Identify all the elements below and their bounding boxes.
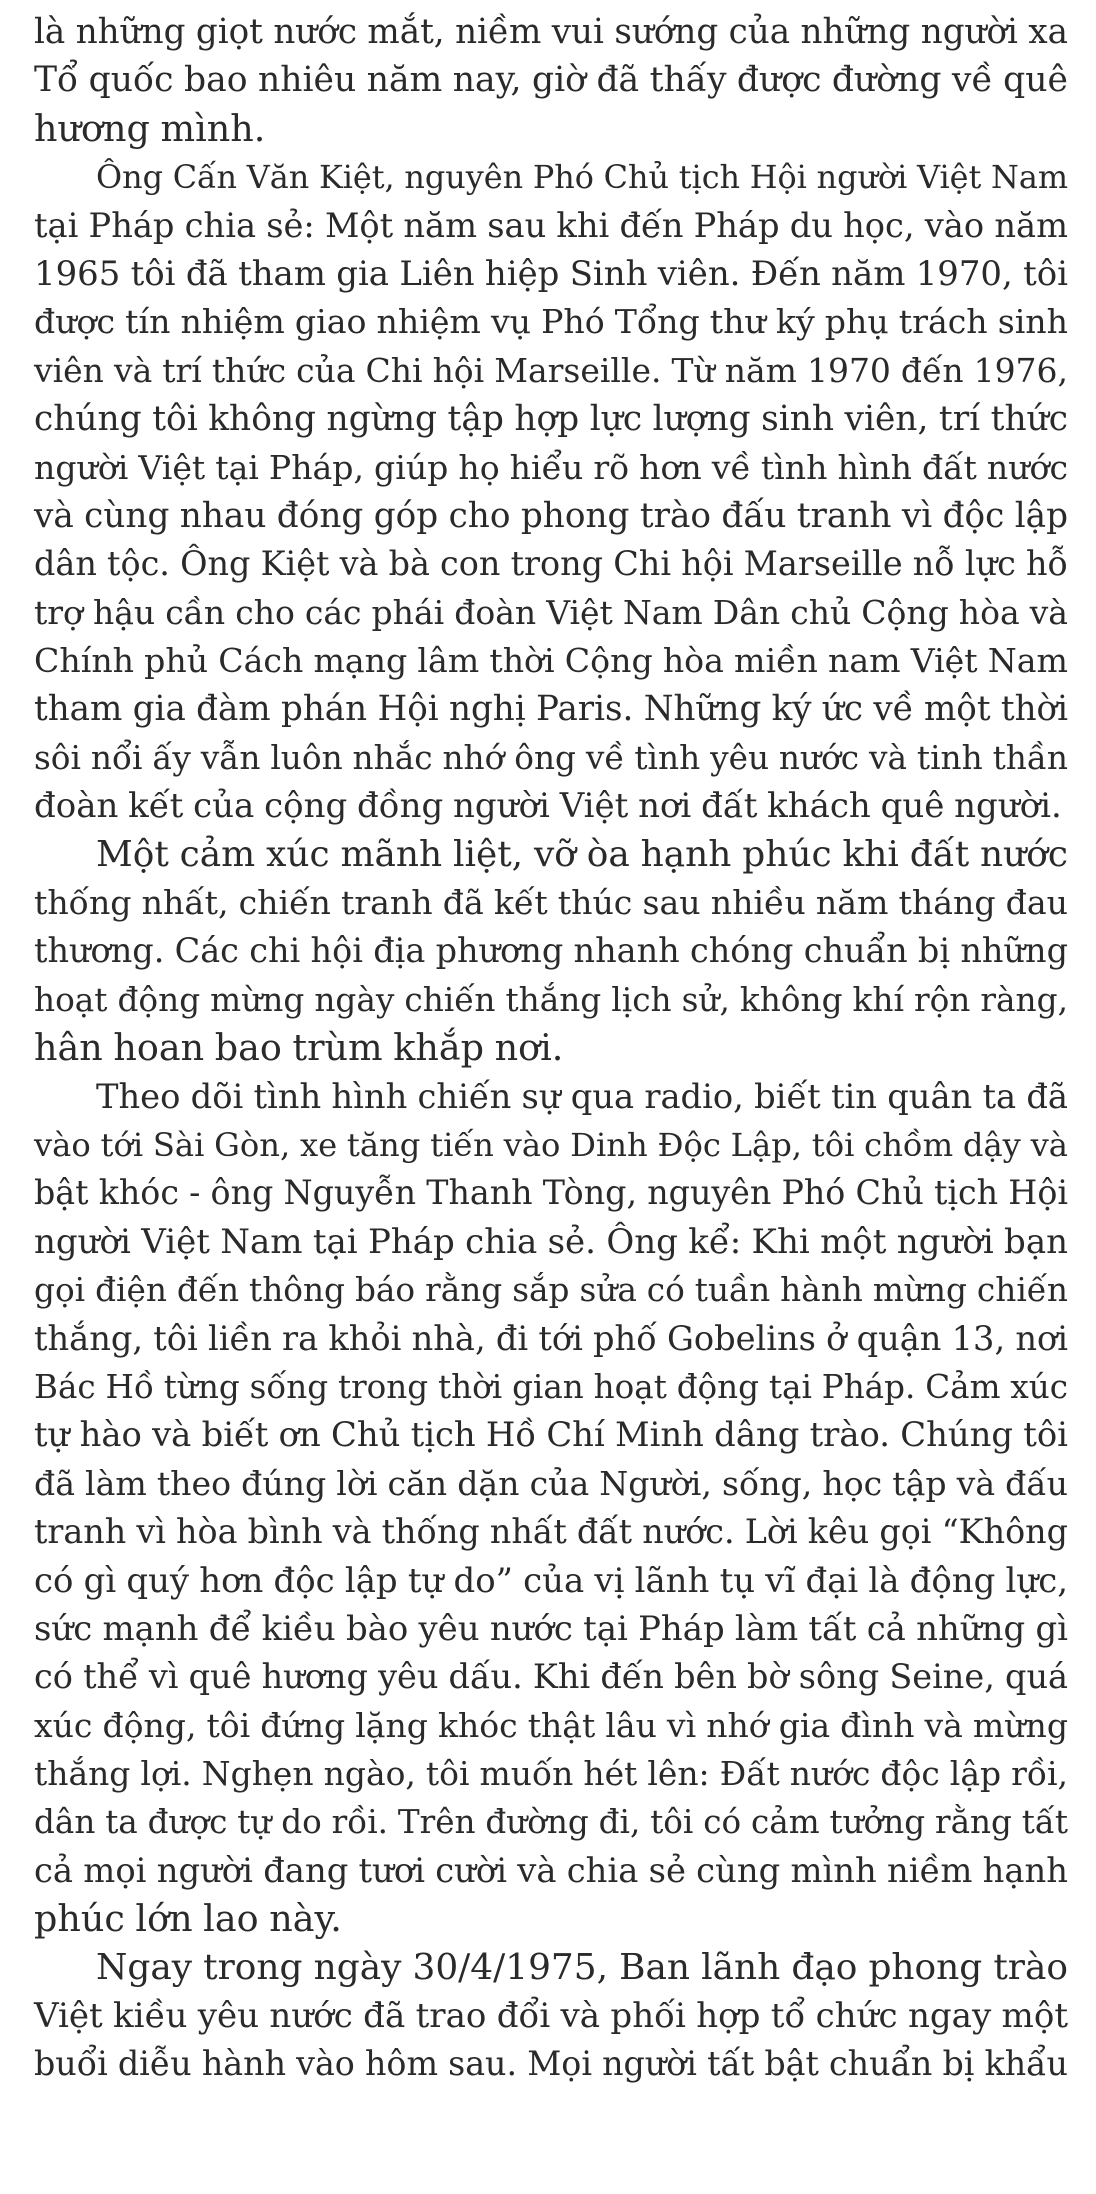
text-line: dân tộc. Ông Kiệt và bà con trong Chi hội Marseille nỗ lực hỗ bbox=[34, 544, 1068, 584]
text-line: Theo dõi tình hình chiến sự qua radio, biết tin quân ta đã bbox=[96, 1076, 1068, 1116]
text-line: chúng tôi không ngừng tập hợp lực lượng sinh viên, trí thức bbox=[34, 399, 1068, 440]
text-line: vào tới Sài Gòn, xe tăng tiến vào Dinh Độc Lập, tôi chồm dậy và bbox=[34, 1125, 1068, 1164]
text-line: đoàn kết của cộng đồng người Việt nơi đất khách quê người. bbox=[34, 786, 1062, 827]
text-line: được tín nhiệm giao nhiệm vụ Phó Tổng thư ký phụ trách sinh bbox=[34, 302, 1068, 342]
text-line: buổi diễu hành vào hôm sau. Mọi người tất bật chuẩn bị khẩu bbox=[34, 2044, 1068, 2084]
text-line: thống nhất, chiến tranh đã kết thúc sau nhiều năm tháng đau bbox=[34, 883, 1068, 923]
text-line: Ông Cấn Văn Kiệt, nguyên Phó Chủ tịch Hội người Việt Nam bbox=[96, 158, 1068, 197]
text-line: viên và trí thức của Chi hội Marseille. Từ năm 1970 đến 1976, bbox=[34, 350, 1068, 390]
paragraph bbox=[34, 8, 1068, 153]
paragraph bbox=[34, 153, 1068, 830]
text-line: và cùng nhau đóng góp cho phong trào đấu tranh vì độc lập bbox=[34, 495, 1068, 536]
text-line: Chính phủ Cách mạng lâm thời Cộng hòa miền nam Việt Nam bbox=[34, 641, 1068, 681]
text-line: trợ hậu cần cho các phái đoàn Việt Nam Dân chủ Cộng hòa và bbox=[34, 592, 1068, 632]
text-line: hân hoan bao trùm khắp nơi. bbox=[34, 1026, 564, 1070]
text-line: hoạt động mừng ngày chiến thắng lịch sử, không khí rộn ràng, bbox=[34, 980, 1068, 1019]
text-line: Bác Hồ từng sống trong thời gian hoạt động tại Pháp. Cảm xúc bbox=[34, 1367, 1068, 1406]
text-line: tự hào và biết ơn Chủ tịch Hồ Chí Minh dâng trào. Chúng tôi bbox=[34, 1415, 1068, 1455]
text-line: xúc động, tôi đứng lặng khóc thật lâu vì nhớ gia đình và mừng bbox=[34, 1705, 1068, 1745]
paragraph bbox=[34, 831, 1068, 1073]
text-line: có thể vì quê hương yêu dấu. Khi đến bên bờ sông Seine, quá bbox=[34, 1657, 1068, 1697]
text-line: có gì quý hơn độc lập tự do” của vị lãnh tụ vĩ đại là động lực, bbox=[34, 1560, 1068, 1600]
text-line: bật khóc - ông Nguyễn Thanh Tòng, nguyên Phó Chủ tịch Hội bbox=[34, 1173, 1068, 1213]
text-line: Một cảm xúc mãnh liệt, vỡ òa hạnh phúc khi đất nước bbox=[96, 833, 1068, 875]
text-line: Tổ quốc bao nhiêu năm nay, giờ đã thấy được đường về quê bbox=[34, 60, 1068, 101]
text-line: hương mình. bbox=[34, 106, 266, 150]
book-page bbox=[34, 8, 1068, 2089]
text-line: Ngay trong ngày 30/4/1975, Ban lãnh đạo phong trào bbox=[96, 1946, 1068, 1988]
paragraph bbox=[34, 1944, 1068, 2089]
text-line: dân ta được tự do rồi. Trên đường đi, tôi có cảm tưởng rằng tất bbox=[34, 1803, 1068, 1842]
paragraph bbox=[34, 1073, 1068, 1944]
text-line: cả mọi người đang tươi cười và chia sẻ cùng mình niềm hạnh bbox=[34, 1850, 1068, 1890]
text-line: thắng, tôi liền ra khỏi nhà, đi tới phố Gobelins ở quận 13, nơi bbox=[34, 1318, 1068, 1358]
text-line: tham gia đàm phán Hội nghị Paris. Những ký ức về một thời bbox=[34, 689, 1068, 730]
text-line: Việt kiều yêu nước đã trao đổi và phối hợp tổ chức ngay một bbox=[34, 1996, 1068, 2037]
text-line: tại Pháp chia sẻ: Một năm sau khi đến Pháp du học, vào năm bbox=[34, 205, 1068, 245]
text-line: tranh vì hòa bình và thống nhất đất nước. Lời kêu gọi “Không bbox=[34, 1512, 1068, 1552]
text-line: đã làm theo đúng lời căn dặn của Người, sống, học tập và đấu bbox=[34, 1463, 1068, 1503]
text-line: thắng lợi. Nghẹn ngào, tôi muốn hét lên: Đất nước độc lập rồi, bbox=[34, 1754, 1068, 1794]
text-line: gọi điện đến thông báo rằng sắp sửa có tuần hành mừng chiến bbox=[34, 1271, 1068, 1310]
text-line: người Việt tại Pháp, giúp họ hiểu rõ hơn về tình hình đất nước bbox=[34, 447, 1068, 487]
text-line: người Việt Nam tại Pháp chia sẻ. Ông kể: Khi một người bạn bbox=[34, 1221, 1068, 1262]
text-line: sức mạnh để kiều bào yêu nước tại Pháp làm tất cả những gì bbox=[34, 1608, 1068, 1648]
text-line: sôi nổi ấy vẫn luôn nhắc nhớ ông về tình yêu nước và tinh thần bbox=[34, 738, 1068, 777]
text-line: 1965 tôi đã tham gia Liên hiệp Sinh viên. Đến năm 1970, tôi bbox=[34, 253, 1068, 293]
text-line: thương. Các chi hội địa phương nhanh chóng chuẩn bị những bbox=[34, 931, 1068, 971]
text-line: phúc lớn lao này. bbox=[34, 1897, 342, 1941]
text-line: là những giọt nước mắt, niềm vui sướng của những người xa bbox=[34, 12, 1068, 52]
